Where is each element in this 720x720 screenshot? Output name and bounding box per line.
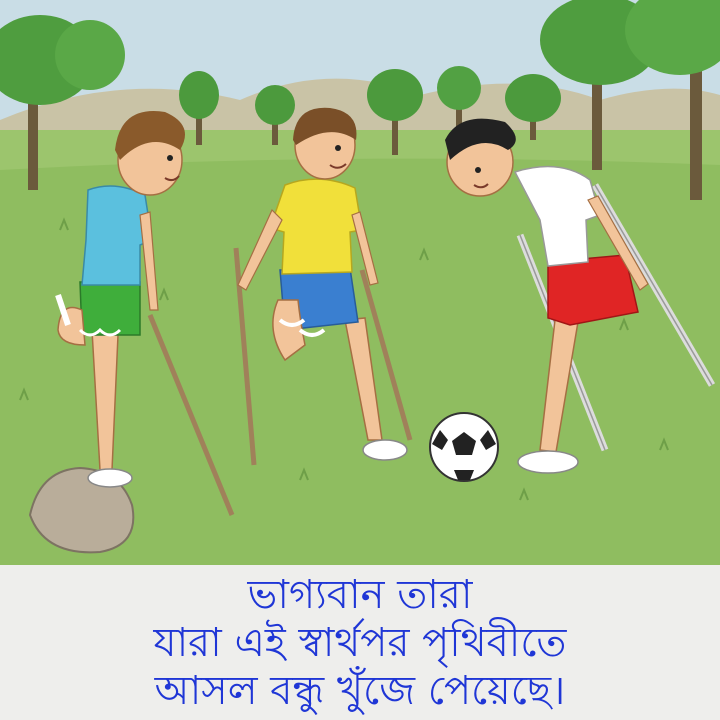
- caption: [0, 565, 720, 720]
- caption-line-2: যারা এই স্বার্থপর পৃথিবীতে: [153, 619, 567, 666]
- football: [430, 413, 498, 481]
- caption-line-3: আসল বন্ধু খুঁজে পেয়েছে।: [154, 667, 566, 714]
- caption-line-1: ভাগ্যবান তারা: [247, 571, 473, 618]
